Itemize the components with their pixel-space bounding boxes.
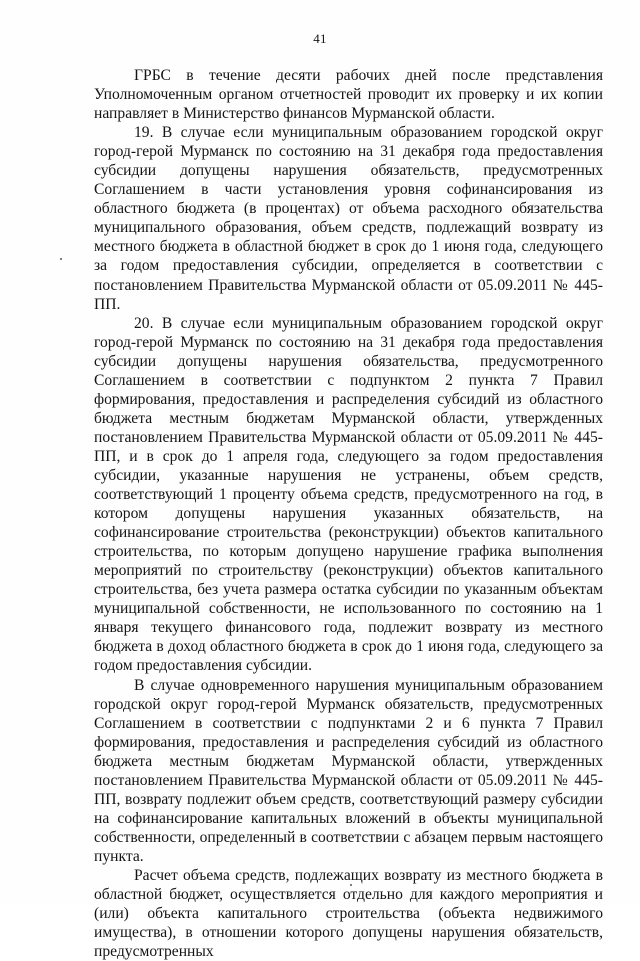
- paragraph-calculation: Расчет объема средств, подлежащих возврату из местного бюджета в областной бюджет, осуществляется отдельно для каждого мероприятия и (или) объекта капитального строительства (объекта недвижимого имущества), в отношении которого допущены нарушения обязательств, предусмотренных: [94, 866, 603, 961]
- paragraph-20: 20. В случае если муниципальным образованием городской округ город-герой Мурманск по состоянию на 31 декабря года предоставления субсидии допущены нарушения обязательства, предусмотренного Соглашением в соответствии с подпунктом 2 пункта 7 Правил формирования, предоставления и распределения субсидий из областного бюджета местным бюджетам Мурманской области, утвержденных постановлением Правительства Мурманской области от 05.09.2011 № 445-ПП, и в срок до 1 апреля года, следующего за годом предоставления субсидии, указанные нарушения не устранены, объем средств, соответствующий 1 проценту объема средств, предусмотренного на год, в котором допущены нарушения указанных обязательств, на софинансирование строительства (реконструкции) объектов капитального строительства, по которым допущено нарушение графика выполнения мероприятий по строительству (реконструкции) объектов капитального строительства, без учета размера остатка субсидии по указанным объектам муниципальной собственности, не использованного по состоянию на 1 января текущего финансового года, подлежит возврату из местного бюджета в доход областного бюджета в срок до 1 июня года, следующего за годом предоставления субсидии.: [94, 314, 603, 675]
- paragraph-19: 19. В случае если муниципальным образованием городской округ город-герой Мурманск по состоянию на 31 декабря года предоставления субсидии допущены нарушения обязательств, предусмотренных Соглашением в части установления уровня софинансирования из областного бюджета (в процентах) от объема расходного обязательства муниципального образования, объем средств, подлежащий возврату из местного бюджета в областной бюджет в срок до 1 июня года, следующего за годом предоставления субсидии, определяется в соответствии с постановлением Правительства Мурманской области от 05.09.2011 № 445-ПП.: [94, 124, 603, 313]
- document-body: [94, 66, 603, 961]
- scan-speck: [350, 884, 352, 886]
- paragraph-grbs-reporting: ГРБС в течение десяти рабочих дней после представления Уполномоченным органом отчетностей проводит их проверку и их копии направляет в Министерство финансов Мурманской области.: [94, 67, 603, 123]
- scan-speck: [60, 258, 62, 260]
- page-number: 41: [313, 31, 327, 46]
- paragraph-simultaneous-violation: В случае одновременного нарушения муниципальным образованием городской округ город-герой Мурманск обязательств, предусмотренных Соглашением в соответствии с подпунктами 2 и 6 пункта 7 Правил формирования, предоставления и распределения субсидий из областного бюджета местным бюджетам Мурманской области, утвержденных постановлением Правительства Мурманской области от 05.09.2011 № 445-ПП, возврату подлежит объем средств, соответствующий размеру субсидии на софинансирование капитальных вложений в объекты муниципальной собственности, определенный в соответствии с абзацем первым настоящего пункта.: [94, 676, 603, 865]
